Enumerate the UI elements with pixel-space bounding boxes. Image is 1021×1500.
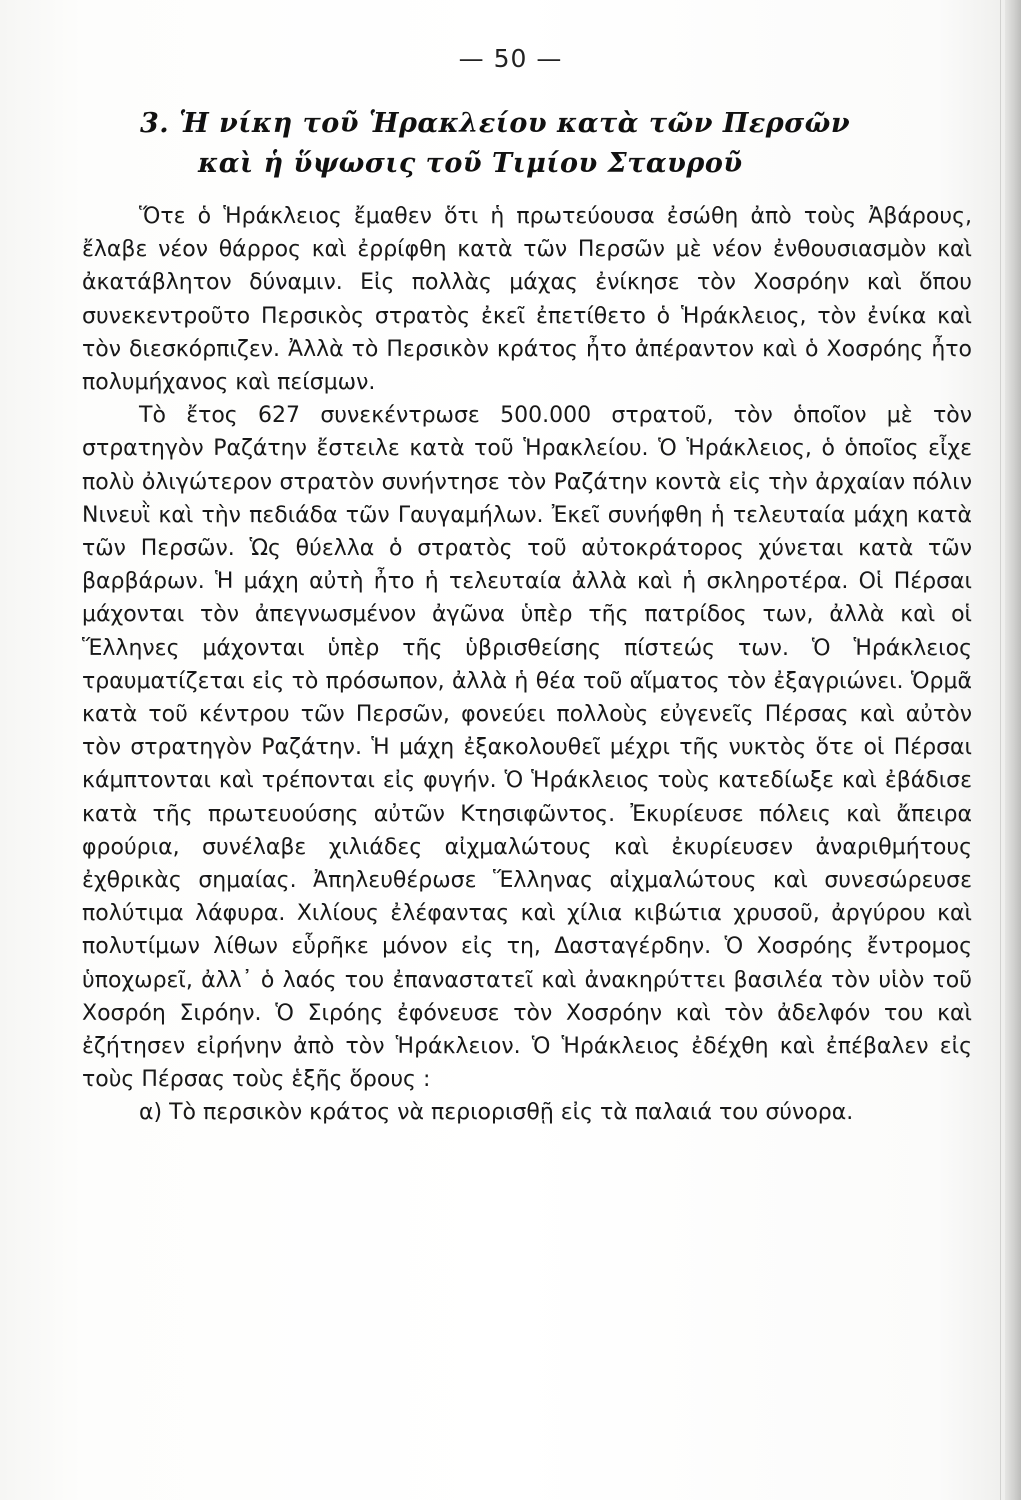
paragraph-2: Τὸ ἔτος 627 συνεκέντρωσε 500.000 στρατοῦ, τὸν ὁποῖον μὲ τὸν στρατηγὸν Ραζάτην ἔστειλε κατὰ τοῦ Ἡρακλείου. Ὁ Ἡράκλειος, ὁ ὁποῖος εἶχε πολὺ ὀλιγώτερον στρατὸν συνήντησε τὸν Ραζάτην κοντὰ εἰς τὴν ἀρχαίαν πόλιν Νινευῒ καὶ τὴν πεδιάδα τῶν Γαυγαμήλων. Ἐκεῖ συνήφθη ἡ τελευταία μάχη κατὰ τῶν Περσῶν. Ὡς θύελλα ὁ στρατὸς τοῦ αὐτοκράτορος χύνεται κατὰ τῶν βαρβάρων. Ἡ μάχη αὐτὴ ἦτο ἡ τελευταία ἀλλὰ καὶ ἡ σκληροτέρα. Οἱ Πέρσαι μάχονται τὸν ἀπεγνωσμένον ἀγῶνα ὑπὲρ τῆς πατρίδος των, ἀλλὰ καὶ οἱ Ἕλληνες μάχονται ὑπὲρ τῆς ὑβρισθείσης πίστεώς των. Ὁ Ἡράκλειος τραυματίζεται εἰς τὸ πρόσωπον, ἀλλὰ ἡ θέα τοῦ αἵματος τὸν ἐξαγριώνει. Ὁρμᾶ κατὰ τοῦ κέντρου τῶν Περσῶν, φονεύει πολλοὺς εὐγενεῖς Πέρσας καὶ αὐτὸν τὸν στρατηγὸν Ραζάτην. Ἡ μάχη ἐξακολουθεῖ μέχρι τῆς νυκτὸς ὅτε οἱ Πέρσαι κάμπτονται καὶ τρέπονται εἰς φυγήν. Ὁ Ἡράκλειος τοὺς κατεδίωξε καὶ ἐβάδισε κατὰ τῆς πρωτευούσης αὐτῶν Κτησιφῶντος. Ἐκυρίευσε πόλεις καὶ ἄπειρα φρούρια, συνέλαβε χιλιάδες αἰχμαλώτους καὶ ἐκυρίευσεν ἀναριθμήτους ἐχθρικὰς σημαίας. Ἀπηλευθέρωσε Ἕλληνας αἰχμαλώτους καὶ συνεσώρευσε πολύτιμα λάφυρα. Χιλίους ἐλέφαντας καὶ χίλια κιβώτια χρυσοῦ, ἀργύρου καὶ πολυτίμων λίθων εὗρῆκε μόνον εἰς τη, Δασταγέρδην. Ὁ Χοσρόης ἔντρομος ὑποχωρεῖ, ἀλλ᾿ ὁ λαός του ἐπαναστατεῖ καὶ ἀνακηρύττει βασιλέα τὸν υἱὸν τοῦ Χοσρόη Σιρόην. Ὁ Σιρόης ἐφόνευσε τὸν Χοσρόην καὶ τὸν ἀδελφόν του καὶ ἐζήτησεν εἰρήνην ἀπὸ τὸν Ἡράκλειον. Ὁ Ἡράκλειος ἐδέχθη καὶ ἐπέβαλεν εἰς τοὺς Πέρσας τοὺς ἑξῆς ὅρους :: [82, 403, 972, 1093]
binding-line: [1000, 0, 1001, 1500]
page-binding-edge: [1005, 0, 1021, 1500]
section-heading: [140, 104, 930, 184]
body-text: [82, 200, 972, 1130]
section-heading-line-1: 3. Ἡ νίκη τοῦ Ἡρακλείου κατὰ τῶν Περσῶν: [140, 108, 851, 139]
page-number: — 50 —: [458, 44, 563, 73]
paragraph-1: Ὅτε ὁ Ἡράκλειος ἔμαθεν ὅτι ἡ πρωτεύουσα ἐσώθη ἀπὸ τοὺς Ἀβάρους, ἔλαβε νέον θάρρος καὶ ἐρρίφθη κατὰ τῶν Περσῶν μὲ νέον ἐνθουσιασμὸν καὶ ἀκατάβλητον δύναμιν. Εἰς πολλὰς μάχας ἐνίκησε τὸν Χοσρόην καὶ ὅπου συνεκεντροῦτο Περσικὸς στρατὸς ἐκεῖ ἐπετίθετο ὁ Ἡράκλειος, τὸν ἐνίκα καὶ τὸν διεσκόρπιζεν. Ἀλλὰ τὸ Περσικὸν κράτος ἦτο ἀπέραντον καὶ ὁ Χοσρόης ἦτο πολυμήχανος καὶ πείσμων.: [82, 204, 972, 396]
paragraph-3: α) Τὸ περσικὸν κράτος νὰ περιορισθῇ εἰς τὰ παλαιά του σύνορα.: [139, 1100, 854, 1126]
section-heading-line-2: καὶ ἡ ὕψωσις τοῦ Τιμίου Σταυροῦ: [198, 148, 743, 179]
